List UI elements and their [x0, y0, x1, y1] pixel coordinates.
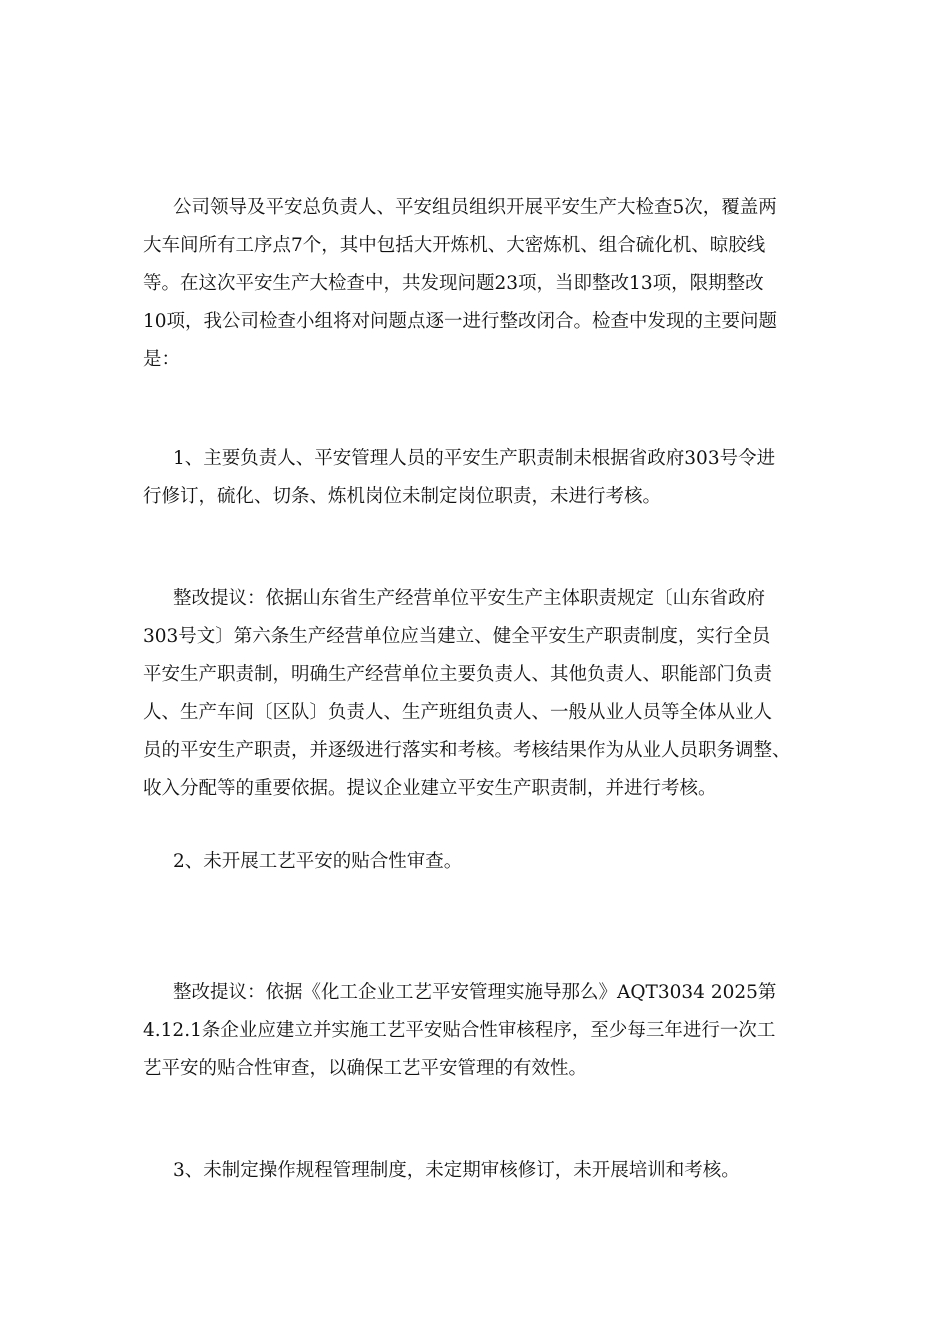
text-line: 4.12.1条企业应建立并实施工艺平安贴合性审核程序，至少每三年进行一次工	[143, 1020, 776, 1041]
paragraph-issue-2	[143, 843, 813, 881]
paragraph-issue-3	[143, 1152, 813, 1190]
text-line: 人、生产车间〔区队〕负责人、生产班组负责人、一般从业人员等全体从业人	[143, 702, 773, 723]
paragraph-suggestion-1	[143, 580, 813, 808]
text-line: 艺平安的贴合性审查，以确保工艺平安管理的有效性。	[143, 1058, 588, 1079]
text-line: 等。在这次平安生产大检查中，共发现问题23项，当即整改13项，限期整改	[143, 273, 764, 294]
text-line: 行修订，硫化、切条、炼机岗位未制定岗位职责，未进行考核。	[143, 486, 662, 507]
paragraph-summary	[143, 189, 813, 379]
text-line: 是：	[143, 349, 181, 370]
text-line: 大车间所有工序点7个，其中包括大开炼机、大密炼机、组合硫化机、晾胶线	[143, 235, 766, 256]
paragraph-issue-1	[143, 440, 813, 516]
text-line: 3、未制定操作规程管理制度，未定期审核修订，未开展培训和考核。	[173, 1160, 740, 1181]
text-line: 平安生产职责制，明确生产经营单位主要负责人、其他负责人、职能部门负责	[143, 664, 773, 685]
text-line: 整改提议：依据《化工企业工艺平安管理实施导那么》AQT3034 2025第	[173, 982, 777, 1003]
text-line: 公司领导及平安总负责人、平安组员组织开展平安生产大检查5次，覆盖两	[173, 197, 777, 218]
text-line: 整改提议：依据山东省生产经营单位平安生产主体职责规定〔山东省政府	[173, 588, 766, 609]
text-line: 收入分配等的重要依据。提议企业建立平安生产职责制，并进行考核。	[143, 778, 717, 799]
text-line: 303号文〕第六条生产经营单位应当建立、健全平安生产职责制度，实行全员	[143, 626, 771, 647]
text-line: 员的平安生产职责，并逐级进行落实和考核。考核结果作为从业人员职务调整、	[143, 740, 791, 761]
text-line: 2、未开展工艺平安的贴合性审查。	[173, 851, 463, 872]
paragraph-suggestion-2	[143, 974, 813, 1088]
text-line: 10项，我公司检查小组将对问题点逐一进行整改闭合。检查中发现的主要问题	[143, 311, 778, 332]
text-line: 1、主要负责人、平安管理人员的平安生产职责制未根据省政府303号令进	[173, 448, 776, 469]
